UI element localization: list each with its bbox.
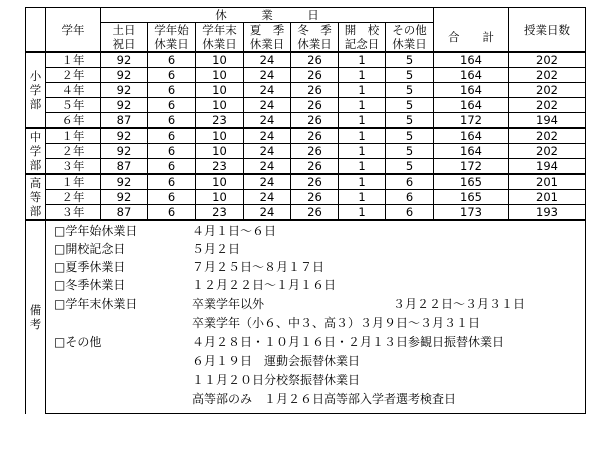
kyugyo-header: 休 業 日 <box>101 8 434 23</box>
jugyo-cell: 201 <box>509 190 586 205</box>
total-cell: 164 <box>434 144 509 159</box>
value-cell: 6 <box>148 205 196 221</box>
table-row <box>26 144 586 159</box>
value-cell: 92 <box>101 98 148 113</box>
value-cell: 87 <box>101 113 148 129</box>
value-cell: 26 <box>291 159 339 175</box>
grade-cell: ４年 <box>46 83 101 98</box>
remarks-label <box>26 303 45 331</box>
jugyo-cell: 201 <box>509 174 586 190</box>
remarks-content <box>46 221 585 413</box>
value-cell: 92 <box>101 174 148 190</box>
division-char: 小 <box>29 69 42 83</box>
remark-founding-value: ５月２日 <box>192 242 241 256</box>
value-cell: 10 <box>196 174 244 190</box>
value-cell: 5 <box>386 68 434 83</box>
table-row <box>26 174 586 190</box>
value-cell: 10 <box>196 98 244 113</box>
value-cell: 6 <box>148 52 196 68</box>
value-cell: 1 <box>339 52 386 68</box>
grade-cell: ６年 <box>46 113 101 129</box>
value-cell: 92 <box>101 144 148 159</box>
value-cell: 1 <box>339 83 386 98</box>
table-row <box>26 190 586 205</box>
column-header-line: 休業日 <box>154 37 189 51</box>
grade-cell: １年 <box>46 128 101 144</box>
grade-cell: １年 <box>46 174 101 190</box>
value-cell: 1 <box>339 174 386 190</box>
grade-cell: ２年 <box>46 68 101 83</box>
value-cell: 6 <box>148 144 196 159</box>
value-cell: 26 <box>291 205 339 221</box>
value-cell: 5 <box>386 113 434 129</box>
value-cell: 92 <box>101 128 148 144</box>
value-cell: 5 <box>386 144 434 159</box>
column-header <box>339 23 386 53</box>
column-header <box>291 23 339 53</box>
column-header-line: 記念日 <box>344 37 380 51</box>
value-cell: 6 <box>148 113 196 129</box>
total-cell: 164 <box>434 98 509 113</box>
value-cell: 26 <box>291 128 339 144</box>
remark-end-label: □学年末休業日 <box>54 297 138 311</box>
column-header-line: 土日 <box>112 23 136 37</box>
value-cell: 1 <box>339 205 386 221</box>
jugyo-cell: 194 <box>509 113 586 129</box>
jugyo-cell: 194 <box>509 159 586 175</box>
division-char: 部 <box>29 97 42 111</box>
total-cell: 165 <box>434 190 509 205</box>
table-row <box>26 128 586 144</box>
division-label <box>26 52 46 128</box>
total-cell: 165 <box>434 174 509 190</box>
value-cell: 92 <box>101 52 148 68</box>
column-header-line: 開 校 <box>344 23 380 37</box>
jugyo-cell: 202 <box>509 144 586 159</box>
value-cell: 1 <box>339 159 386 175</box>
total-cell: 164 <box>434 52 509 68</box>
value-cell: 24 <box>244 52 291 68</box>
column-header-line: 祝日 <box>112 37 136 51</box>
total-cell: 164 <box>434 68 509 83</box>
value-cell: 26 <box>291 98 339 113</box>
value-cell: 26 <box>291 52 339 68</box>
grade-cell: ５年 <box>46 98 101 113</box>
column-header-line: 冬 季 <box>297 23 332 37</box>
value-cell: 1 <box>339 128 386 144</box>
value-cell: 26 <box>291 144 339 159</box>
grade-cell: ２年 <box>46 190 101 205</box>
value-cell: 1 <box>339 144 386 159</box>
value-cell: 24 <box>244 98 291 113</box>
remarks-row <box>26 220 586 414</box>
jugyo-cell: 202 <box>509 83 586 98</box>
corner-cell <box>26 8 46 53</box>
value-cell: 6 <box>148 190 196 205</box>
division-char: 部 <box>29 204 42 218</box>
column-header-line: 休業日 <box>202 37 237 51</box>
remarks-char: 考 <box>29 317 42 332</box>
table-row <box>26 159 586 175</box>
value-cell: 23 <box>196 205 244 221</box>
table-row <box>26 98 586 113</box>
total-cell: 173 <box>434 205 509 221</box>
value-cell: 24 <box>244 83 291 98</box>
value-cell: 24 <box>244 205 291 221</box>
value-cell: 26 <box>291 68 339 83</box>
total-cell: 164 <box>434 83 509 98</box>
total-cell: 164 <box>434 128 509 144</box>
value-cell: 10 <box>196 128 244 144</box>
value-cell: 87 <box>101 159 148 175</box>
value-cell: 6 <box>386 205 434 221</box>
remarks-label-cell <box>26 220 46 414</box>
grade-cell: ３年 <box>46 159 101 175</box>
value-cell: 92 <box>101 83 148 98</box>
school-calendar-sheet <box>25 7 586 414</box>
value-cell: 5 <box>386 159 434 175</box>
table-row <box>26 68 586 83</box>
column-header-line: 休業日 <box>249 37 285 51</box>
header-row-2 <box>26 23 586 53</box>
column-header <box>244 23 291 53</box>
remark-summer-label: □夏季休業日 <box>54 260 126 274</box>
grade-cell: １年 <box>46 52 101 68</box>
total-cell: 172 <box>434 159 509 175</box>
column-header-line: 休業日 <box>297 37 332 51</box>
remark-end-value-b: 卒業学年（小６、中３、高３）３月９日～３月３１日 <box>192 316 481 330</box>
value-cell: 6 <box>386 190 434 205</box>
value-cell: 6 <box>148 174 196 190</box>
jugyo-cell: 202 <box>509 68 586 83</box>
value-cell: 26 <box>291 190 339 205</box>
column-header <box>101 23 148 53</box>
jugyo-header: 授業日数 <box>509 8 586 53</box>
table-row <box>26 83 586 98</box>
division-char: 中 <box>29 130 42 144</box>
column-header-line: 学年始 <box>154 23 189 37</box>
value-cell: 24 <box>244 159 291 175</box>
division-char: 学 <box>29 83 42 97</box>
table-row <box>26 113 586 129</box>
total-header-top <box>434 8 509 23</box>
remark-summer-value: ７月２５日～８月１７日 <box>192 260 325 274</box>
value-cell: 10 <box>196 52 244 68</box>
total-header: 合 計 <box>434 23 509 53</box>
remark-other-1: ４月２８日・１０月１６日・２月１３日参観日振替休業日 <box>192 335 505 349</box>
value-cell: 10 <box>196 190 244 205</box>
value-cell: 5 <box>386 98 434 113</box>
value-cell: 6 <box>148 68 196 83</box>
remarks-char: 備 <box>29 303 42 318</box>
division-label-stack <box>26 176 45 218</box>
value-cell: 6 <box>148 159 196 175</box>
value-cell: 5 <box>386 128 434 144</box>
division-label-stack <box>26 130 45 172</box>
total-cell: 172 <box>434 113 509 129</box>
value-cell: 26 <box>291 113 339 129</box>
division-char: 等 <box>29 190 42 204</box>
division-char: 学 <box>29 144 42 158</box>
value-cell: 24 <box>244 128 291 144</box>
value-cell: 10 <box>196 83 244 98</box>
column-header-line: 学年末 <box>202 23 237 37</box>
value-cell: 6 <box>386 174 434 190</box>
header-row-1 <box>26 8 586 23</box>
table-row <box>26 52 586 68</box>
jugyo-cell: 193 <box>509 205 586 221</box>
value-cell: 24 <box>244 190 291 205</box>
remarks-body <box>46 220 586 414</box>
holiday-table <box>25 7 586 414</box>
division-label <box>26 174 46 220</box>
column-header <box>196 23 244 53</box>
value-cell: 5 <box>386 52 434 68</box>
remark-other-3: １１月２０日分校祭振替休業日 <box>192 373 361 387</box>
value-cell: 1 <box>339 190 386 205</box>
remark-winter-label: □冬季休業日 <box>54 278 126 292</box>
value-cell: 23 <box>196 113 244 129</box>
remark-other-label: □その他 <box>54 335 102 349</box>
value-cell: 10 <box>196 144 244 159</box>
column-header-line: 休業日 <box>392 37 427 51</box>
remark-other-2: ６月１９日 運動会振替休業日 <box>192 354 361 368</box>
remark-winter-value: １２月２２日～１月１６日 <box>192 278 337 292</box>
value-cell: 24 <box>244 174 291 190</box>
grade-cell: ２年 <box>46 144 101 159</box>
value-cell: 5 <box>386 83 434 98</box>
remark-start-value: ４月１日～６日 <box>192 224 277 238</box>
value-cell: 87 <box>101 205 148 221</box>
remark-end-value-a-dates: ３月２２日～３月３１日 <box>393 297 526 311</box>
value-cell: 6 <box>148 98 196 113</box>
value-cell: 10 <box>196 68 244 83</box>
value-cell: 6 <box>148 83 196 98</box>
value-cell: 24 <box>244 68 291 83</box>
table-row <box>26 205 586 221</box>
value-cell: 92 <box>101 68 148 83</box>
value-cell: 26 <box>291 174 339 190</box>
value-cell: 24 <box>244 144 291 159</box>
division-label-stack <box>26 69 45 111</box>
column-header <box>386 23 434 53</box>
remark-start-label: □学年始休業日 <box>54 224 138 238</box>
remark-founding-label: □開校記念日 <box>54 242 126 256</box>
value-cell: 1 <box>339 113 386 129</box>
value-cell: 26 <box>291 83 339 98</box>
remark-other-4: 高等部のみ １月２６日高等部入学者選考検査日 <box>192 392 457 406</box>
value-cell: 92 <box>101 190 148 205</box>
value-cell: 24 <box>244 113 291 129</box>
division-char: 高 <box>29 176 42 190</box>
value-cell: 23 <box>196 159 244 175</box>
value-cell: 1 <box>339 98 386 113</box>
remark-end-value-a: 卒業学年以外 <box>192 297 265 311</box>
column-header <box>148 23 196 53</box>
jugyo-cell: 202 <box>509 52 586 68</box>
division-label <box>26 128 46 174</box>
column-header-line: 夏 季 <box>249 23 285 37</box>
column-header-line: その他 <box>392 23 427 37</box>
grade-cell: ３年 <box>46 205 101 221</box>
value-cell: 1 <box>339 68 386 83</box>
jugyo-cell: 202 <box>509 98 586 113</box>
jugyo-cell: 202 <box>509 128 586 144</box>
grade-header: 学年 <box>46 8 101 53</box>
division-char: 部 <box>29 158 42 172</box>
value-cell: 6 <box>148 128 196 144</box>
